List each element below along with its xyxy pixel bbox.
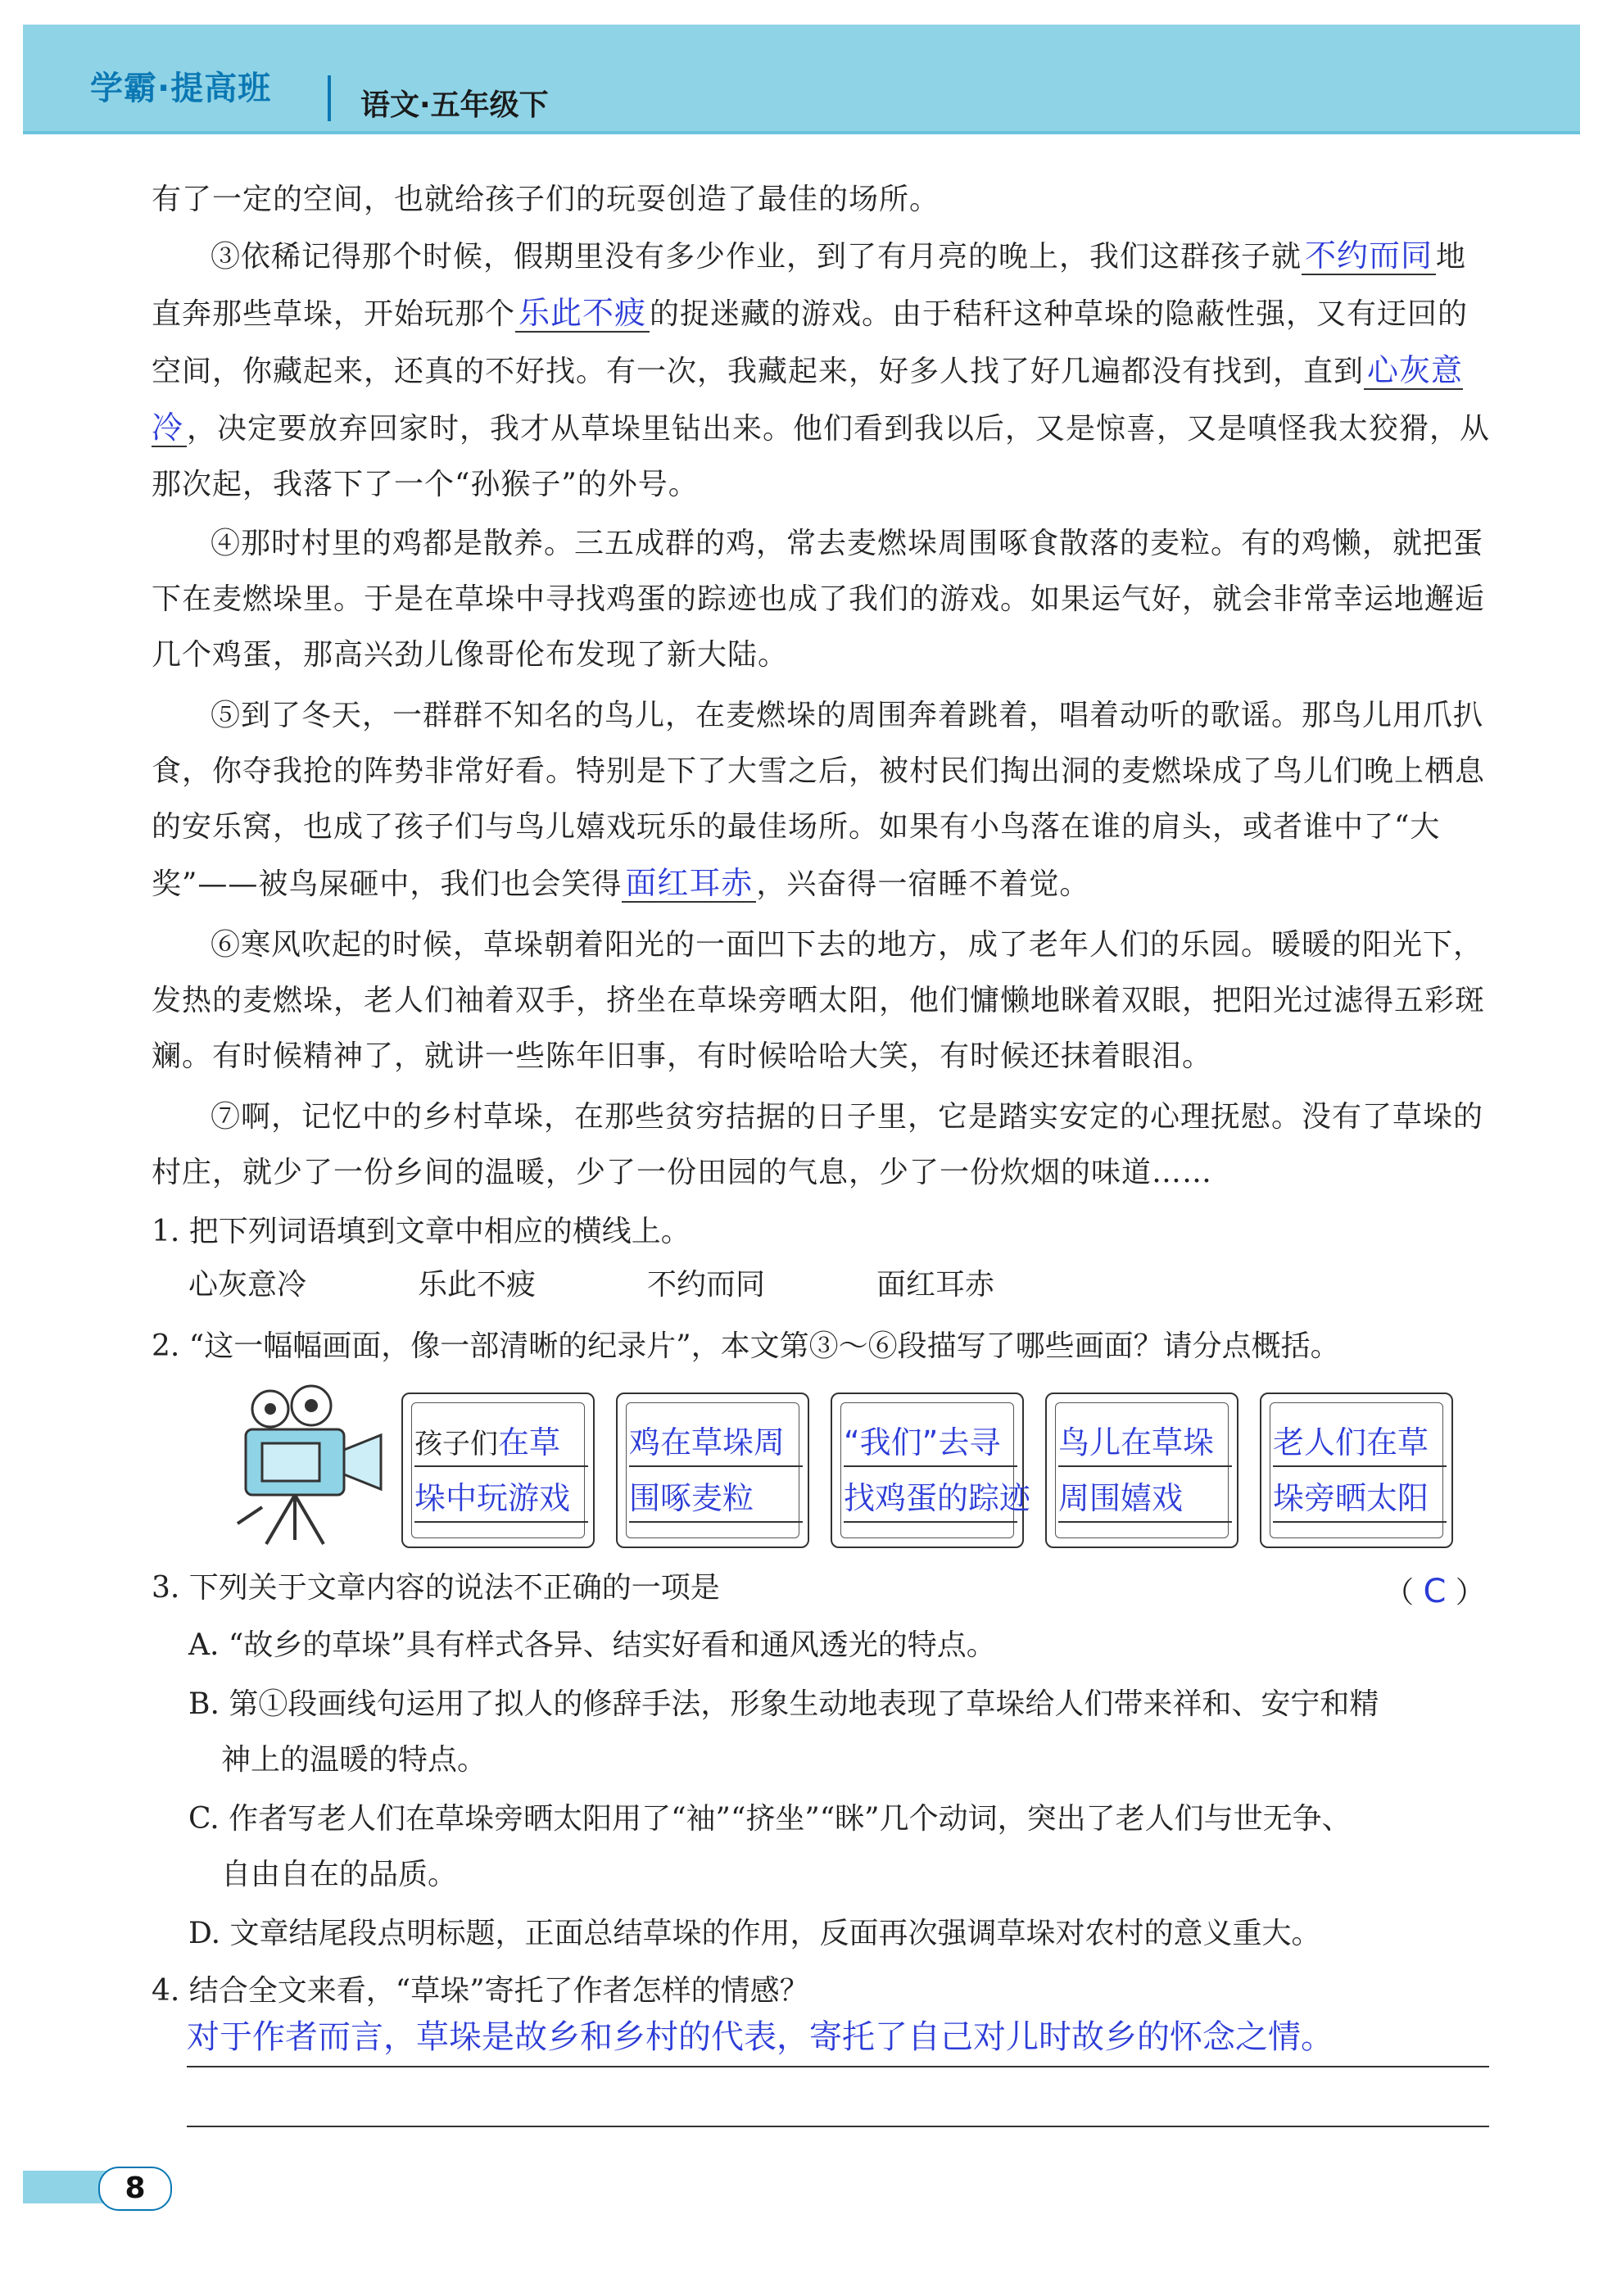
- scene-answer: 在草: [498, 1424, 561, 1460]
- scene-line-1: [414, 1417, 588, 1467]
- q3-option-b-line2: 神上的温暖的特点。: [221, 1743, 487, 1777]
- q3-stem: 3. 下列关于文章内容的说法不正确的一项是: [152, 1571, 720, 1605]
- scene-box-4: [1045, 1393, 1238, 1548]
- q4-stem: 4. 结合全文来看，“草垛”寄托了作者怎样的情感？: [152, 1974, 809, 2008]
- paragraph-6: ⑥寒风吹起的时候，草垛朝着阳光的一面凹下去的地方，成了老年人们的乐园。暖暖的阳光下，发热的麦燃垛，老人们袖着双手，挤坐在草垛旁晒太阳，他们慵懒地眯着双眼，把阳光过滤得五彩斑斓。有时候精神了，就讲一些陈年旧事，有时候哈哈大笑，有时候还抹着眼泪。: [152, 928, 1486, 1073]
- p3-text-d: ，决定要放弃回家时，我才从草垛里钻出来。他们看到我以后，又是惊喜，又是嗔怪我太狡猾，从那次起，我落下了一个“孙猴子”的外号。: [152, 412, 1491, 501]
- scene-line-1: “我们”去寻: [844, 1417, 1017, 1467]
- scene-line-2: 垛中玩游戏: [414, 1473, 588, 1523]
- q3-option-b-line1: B. 第①段画线句运用了拟人的修辞手法，形象生动地表现了草垛给人们带来祥和、安宁和精: [188, 1687, 1379, 1721]
- scene-line-1: 鸟儿在草垛: [1058, 1417, 1232, 1467]
- scene-line-1: 老人们在草: [1273, 1417, 1447, 1467]
- q3-option-d: D. 文章结尾段点明标题，正面总结草垛的作用，反面再次强调草垛对农村的意义重大。: [188, 1917, 1321, 1950]
- scene-line-2: 找鸡蛋的踪迹: [844, 1473, 1017, 1523]
- p5-text-b: ，兴奋得一宿睡不着觉。: [756, 867, 1090, 901]
- scene-line-1: 鸡在草垛周: [629, 1417, 803, 1467]
- p5-text-a: ⑤到了冬天，一群群不知名的鸟儿，在麦燃垛的周围奔着跳着，唱着动听的歌谣。那鸟儿用爪扒食，你夺我抢的阵势非常好看。特别是下了大雪之后，被村民们掏出洞的麦燃垛成了鸟儿们晚上栖息的安乐窝，也成了孩子们与鸟儿嬉戏玩乐的最佳场所。如果有小鸟落在谁的肩头，或者谁中了“大奖”——被鸟屎砸中，我们也会笑得: [152, 699, 1486, 901]
- paren-close: ）: [1455, 1576, 1485, 1610]
- scene-prefix: 孩子们: [414, 1428, 498, 1460]
- scene-box-3: [831, 1393, 1031, 1548]
- q1-word: 心灰意冷: [188, 1268, 307, 1302]
- scene-line-2: 围啄麦粒: [629, 1473, 803, 1523]
- blank-3: 心灰意冷: [152, 352, 1464, 446]
- p3-text-a: ③依稀记得那个时候，假期里没有多少作业，到了有月亮的晚上，我们这群孩子就: [211, 240, 1302, 274]
- brand-title: 学霸·提高班: [90, 70, 272, 107]
- blank-1: 不约而同: [1302, 238, 1436, 275]
- q3-option-c-line2: 自由自在的品质。: [221, 1858, 458, 1891]
- scene-line-2: 周围嬉戏: [1058, 1473, 1232, 1523]
- paragraph-7: ⑦啊，记忆中的乡村草垛，在那些贫穷拮据的日子里，它是踏实安定的心理抚慰。没有了草垛的村庄，就少了一份乡间的温暖，少了一份田园的气息，少了一份炊烟的味道……: [152, 1100, 1484, 1189]
- q1-word: 不约而同: [647, 1268, 766, 1302]
- page-number: 8: [98, 2167, 172, 2211]
- q1-word: 乐此不疲: [418, 1268, 537, 1302]
- answer-rule: [187, 2126, 1489, 2127]
- p3-text-b: 地直奔那些草垛，开始玩那个: [152, 240, 1467, 331]
- blank-2: 乐此不疲: [515, 295, 650, 333]
- subject-title: 语文·五年级下: [360, 88, 549, 122]
- scene-box-5: [1260, 1393, 1453, 1548]
- q3-answer-paren: [1384, 1569, 1485, 1611]
- header-divider: [328, 75, 331, 121]
- q3-answer: C: [1423, 1573, 1447, 1610]
- paragraph-5: [152, 688, 1495, 913]
- q4-answer: 对于作者而言，草垛是故乡和乡村的代表，寄托了自己对儿时故乡的怀念之情。: [187, 2011, 1489, 2067]
- q1-word: 面红耳赤: [876, 1268, 995, 1302]
- passage-line0: 有了一定的空间，也就给孩子们的玩耍创造了最佳的场所。: [152, 183, 940, 216]
- paren-open: （: [1384, 1576, 1415, 1610]
- q2-stem: 2. “这一幅幅画面，像一部清晰的纪录片”，本文第③～⑥段描写了哪些画面？请分点概括。: [152, 1329, 1340, 1363]
- paragraph-3: [152, 228, 1495, 513]
- film-camera-icon: [229, 1384, 393, 1548]
- scene-line-2: 垛旁晒太阳: [1273, 1473, 1447, 1523]
- scene-box-1: [401, 1393, 595, 1548]
- q1-stem: 1. 把下列词语填到文章中相应的横线上。: [152, 1215, 691, 1248]
- q3-option-a: A. “故乡的草垛”具有样式各异、结实好看和通风透光的特点。: [188, 1628, 996, 1662]
- p3-text-c: 的捉迷藏的游戏。由于秸秆这种草垛的隐蔽性强，又有迂回的空间，你藏起来，还真的不好找。有一次，我藏起来，好多人找了好几遍都没有找到，直到: [152, 297, 1469, 388]
- q3-option-c-line1: C. 作者写老人们在草垛旁晒太阳用了“袖”“挤坐”“眯”几个动词，突出了老人们与世无争、: [188, 1802, 1352, 1836]
- scene-box-2: [616, 1393, 809, 1548]
- blank-4: 面红耳赤: [622, 865, 756, 903]
- paragraph-4: ④那时村里的鸡都是散养。三五成群的鸡，常去麦燃垛周围啄食散落的麦粒。有的鸡懒，就把蛋下在麦燃垛里。于是在草垛中寻找鸡蛋的踪迹也成了我们的游戏。如果运气好，就会非常幸运地邂逅几个鸡蛋，那高兴劲儿像哥伦布发现了新大陆。: [152, 527, 1486, 672]
